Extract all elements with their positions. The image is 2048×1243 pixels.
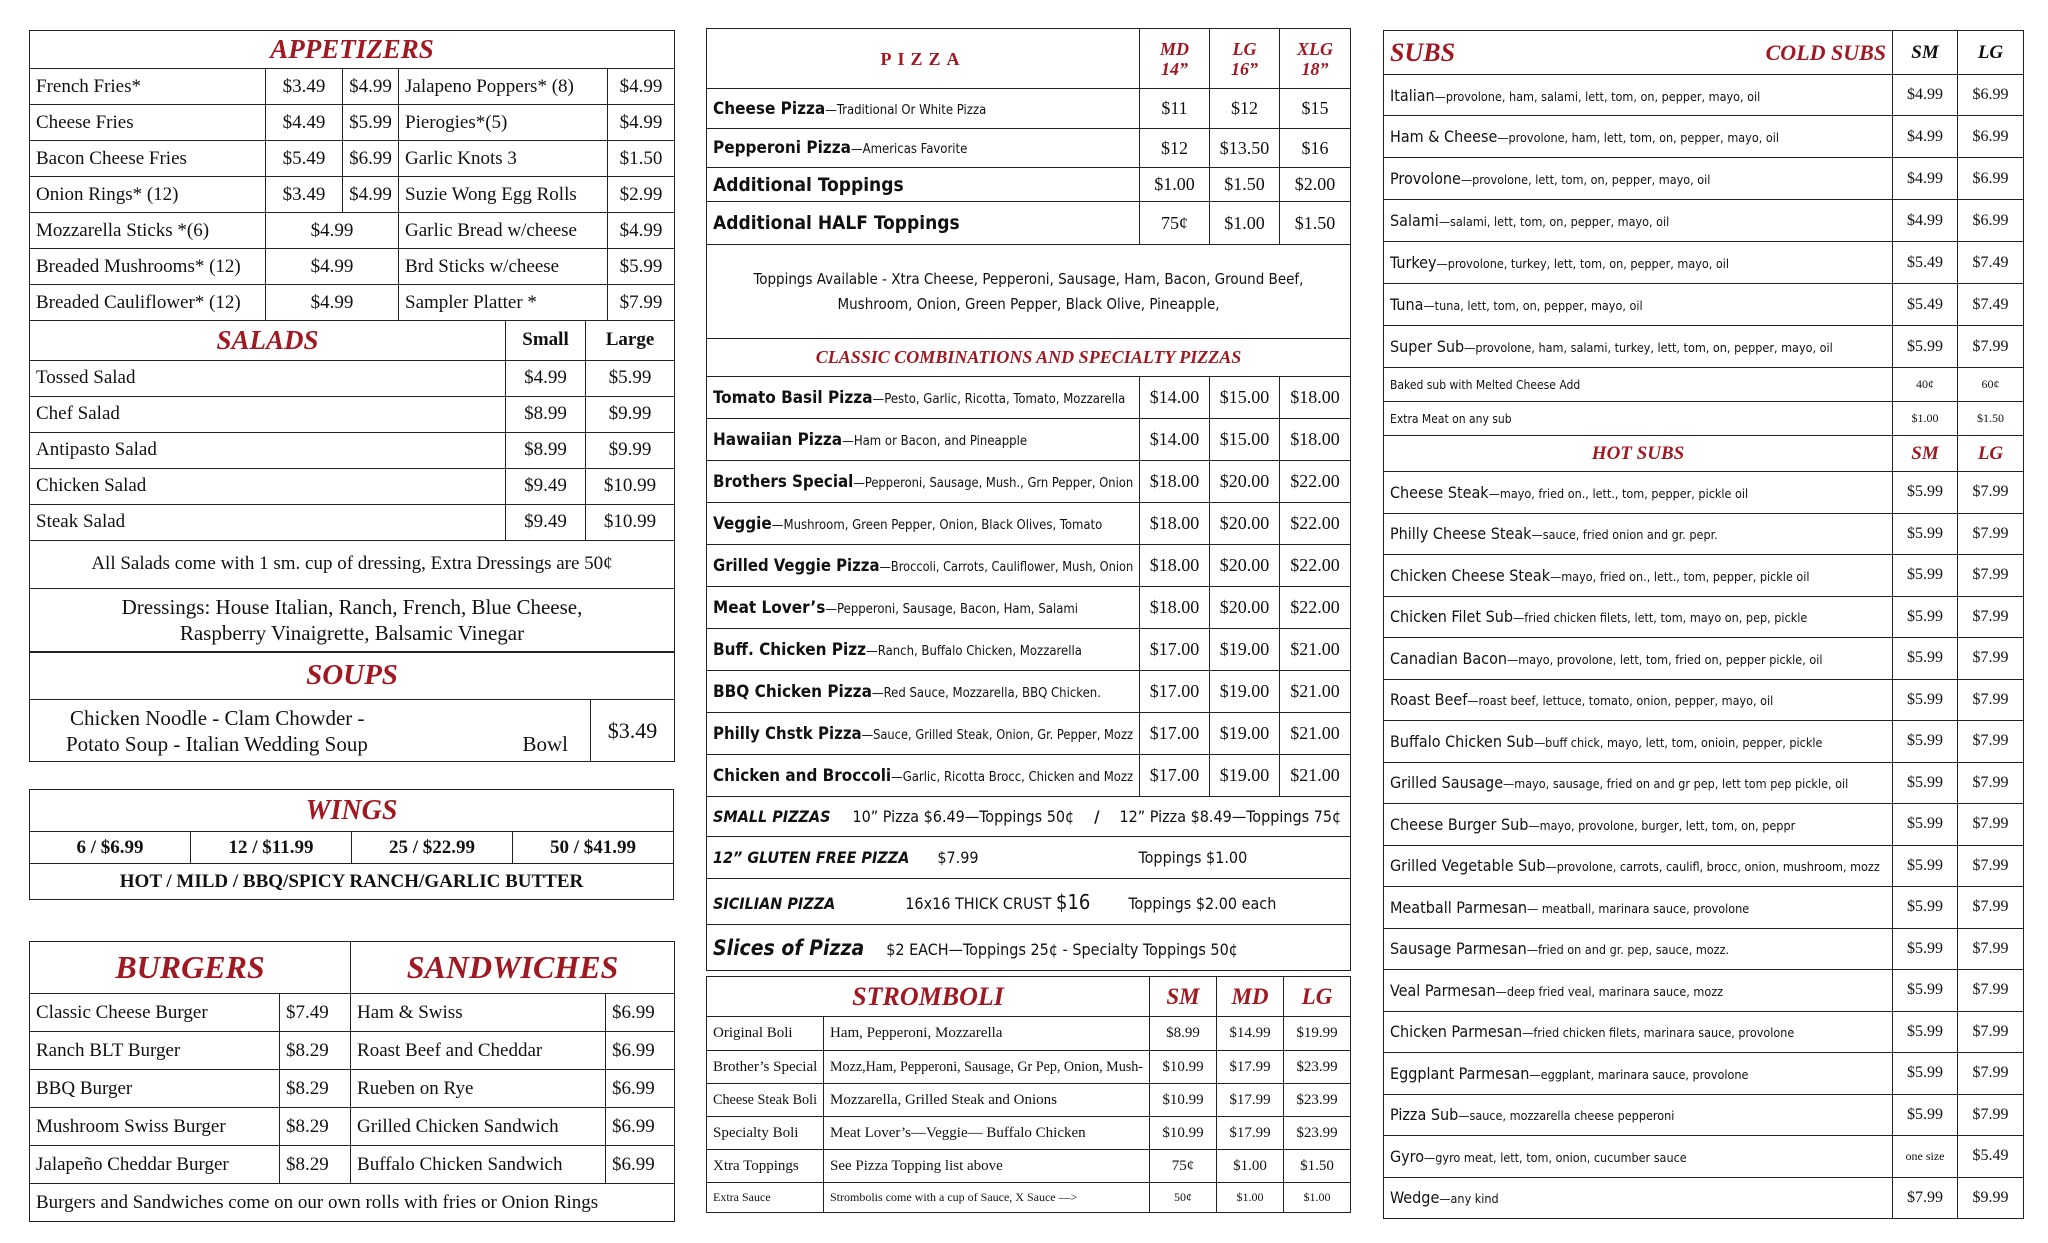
burgers-sandwiches-section (29, 941, 674, 1222)
subs-title: SUBS (1390, 37, 1456, 67)
table-row: Canadian Bacon—mayo, provolone, lett, tom, fried on, pepper pickle, oil $5.99 $7.99 (1384, 638, 2024, 680)
table-row: Brothers Special—Pepperoni, Sausage, Mush., Grn Pepper, Onion $18.00 $20.00 $22.00 (707, 461, 1351, 503)
table-row: Gyro—gyro meat, lett, tom, onion, cucumber sauce one size $5.49 (1384, 1136, 2024, 1178)
hot-subs-title: HOT SUBS (1384, 436, 1893, 472)
subs-section: SUBS COLD SUBS SM LG Italian—provolone, ham, salami, lett, tom, on, pepper, mayo, oil $4.99 $6.99 Ham & Cheese—provolone, ham, lett, tom, on, pepper, mayo, oil $4.99 $6.99 Provolone—provolone, lett, tom, on, pepper, mayo, oil $4.99 $6.99 Salami—salami, lett, tom, on, pepper, mayo, oil $4.99 $6.99 Turkey—provolone, turkey, lett, tom, on, pepper, mayo, oil $5.49 $7.49 Tuna—tuna, lett, tom, on, pepper, mayo, oil $5.49 $7.49 Super Sub—provolone, ham, salami, turkey, lett, tom, on, pepper, mayo, oil $5.99 $7.99 Baked sub with Melted Cheese Add 40¢ 60¢ Extra Meat on any sub $1.00 $1.50 HOT SUBS SM LG Cheese Steak—mayo, fried on., lett., tom, pepper, pickle oil $5.99 $7.99 Philly Cheese Steak—sauce, fried onion and gr. pepr. $5.99 $7.99 Chicken Cheese Steak—mayo, fried on., lett., tom, pepper, pickle oil $5.99 $7.99 Chicken Filet Sub—fried chicken filets, lett, tom, mayo on, pep, pickle $5.99 $7.99 Canadian Bacon—mayo, provolone, lett, tom, fried on, pepper pickle, oil $5.99 $7.99 Roast Beef—roast beef, lettuce, tomato, onion, pepper, mayo, oil $5.99 $7.99 Buffalo Chicken Sub—buff chick, mayo, lett, tom, onioin, pepper, pickle $5.99 $7.99 Grilled Sausage—mayo, sausage, fried on and gr pep, lett tom pep pickle, oil $5.99 $7.99 Cheese Burger Sub—mayo, provolone, burger, lett, tom, on, peppr $5.99 $7.99 Grilled Vegetable Sub—provolone, carrots, caulifl, brocc, onion, mushroom, mozz $5.99 $7.99 Meatball Parmesan— meatball, marinara sauce, provolone $5.99 $7.99 Sausage Parmesan—fried on and gr. pep, sauce, mozz. $5.99 $7.99 Veal Parmesan—deep fried veal, marinara sauce, mozz $5.99 $7.99 Chicken Parmesan—fried chicken filets, marinara sauce, provolone $5.99 $7.99 Eggplant Parmesan—eggplant, marinara sauce, provolone $5.99 $7.99 Pizza Sub—sauce, mozzarella cheese pepperoni $5.99 $7.99 Gyro—gyro meat, lett, tom, onion, cucumber sauce one size $5.49 Wedge—any kind $7.99 $9.99 (1383, 30, 2023, 1219)
salads-title: SALADS (30, 320, 506, 360)
table-row: Buffalo Chicken Sub—buff chick, mayo, lett, tom, onioin, pepper, pickle $5.99 $7.99 (1384, 721, 2024, 763)
table-row: French Fries* $3.49 $4.99 Jalapeno Poppers* (8) $4.99 (30, 69, 675, 105)
table-row: Specialty Boli Meat Lover’s—Veggie— Buffalo Chicken $10.99 $17.99 $23.99 (707, 1117, 1351, 1150)
small-pizzas-row: SMALL PIZZAS 10” Pizza $6.49—Toppings 50¢ / 12” Pizza $8.49—Toppings 75¢ (707, 797, 1351, 837)
table-row: Extra Meat on any sub $1.00 $1.50 (1384, 402, 2024, 436)
table-row: Eggplant Parmesan—eggplant, marinara sauce, provolone $5.99 $7.99 (1384, 1053, 2024, 1095)
table-row: Tossed Salad $4.99 $5.99 (30, 360, 675, 396)
table-row: Philly Cheese Steak—sauce, fried onion and gr. pepr. $5.99 $7.99 (1384, 513, 2024, 555)
cold-subs-title: COLD SUBS (1765, 39, 1886, 65)
table-row: Pizza Sub—sauce, mozzarella cheese pepperoni $5.99 $7.99 (1384, 1094, 2024, 1136)
table-row: Cheese Burger Sub—mayo, provolone, burger, lett, tom, on, peppr $5.99 $7.99 (1384, 804, 2024, 846)
table-row: Wedge—any kind $7.99 $9.99 (1384, 1177, 2024, 1219)
table-row: Philly Chstk Pizza—Sauce, Grilled Steak, Onion, Gr. Pepper, Mozz $17.00 $19.00 $21.00 (707, 713, 1351, 755)
table-row: Chicken Salad $9.49 $10.99 (30, 468, 675, 504)
dressings-list: Dressings: House Italian, Ranch, French, Blue Cheese, Raspberry Vinaigrette, Balsamic Vinegar (30, 588, 675, 652)
wings-section: WINGS 6 / $6.99 12 / $11.99 25 / $22.99 50 / $41.99 HOT / MILD / BBQ/SPICY RANCH/GARLIC BUTTER (29, 789, 674, 900)
table-row: Chicken Cheese Steak—mayo, fried on., lett., tom, pepper, pickle oil $5.99 $7.99 (1384, 555, 2024, 597)
table-row: Extra Sauce Strombolis come with a cup of Sauce, X Sauce —> 50¢ $1.00 $1.00 (707, 1183, 1351, 1213)
table-row: Antipasto Salad $8.99 $9.99 (30, 432, 675, 468)
table-row: Jalapeño Cheddar Burger $8.29 Buffalo Chicken Sandwich $6.99 (30, 1146, 675, 1184)
table-row: Cheese Steak Boli Mozzarella, Grilled Steak and Onions $10.99 $17.99 $23.99 (707, 1084, 1351, 1117)
table-row: Roast Beef—roast beef, lettuce, tomato, onion, pepper, mayo, oil $5.99 $7.99 (1384, 679, 2024, 721)
sicilian-row: SICILIAN PIZZA 16x16 THICK CRUST $16 Toppings $2.00 each (707, 879, 1351, 925)
salads-note: All Salads come with 1 sm. cup of dressing, Extra Dressings are 50¢ (30, 540, 675, 588)
table-row: Breaded Mushrooms* (12) $4.99 Brd Sticks w/cheese $5.99 (30, 249, 675, 285)
table-row: Grilled Sausage—mayo, sausage, fried on and gr pep, lett tom pep pickle, oil $5.99 $7.99 (1384, 762, 2024, 804)
table-row: Veggie—Mushroom, Green Pepper, Onion, Black Olives, Tomato $18.00 $20.00 $22.00 (707, 503, 1351, 545)
table-row: Steak Salad $9.49 $10.99 (30, 504, 675, 540)
table-row: BBQ Burger $8.29 Rueben on Rye $6.99 (30, 1070, 675, 1108)
table-row: Mozzarella Sticks *(6) $4.99 Garlic Bread w/cheese $4.99 (30, 213, 675, 249)
soups-section: SOUPS Chicken Noodle - Clam Chowder - Potato Soup - Italian Wedding Soup Bowl $3.49 (29, 651, 675, 762)
table-row: Italian—provolone, ham, salami, lett, tom, on, pepper, mayo, oil $4.99 $6.99 (1384, 75, 2024, 116)
table-row: Ham & Cheese—provolone, ham, lett, tom, on, pepper, mayo, oil $4.99 $6.99 (1384, 116, 2024, 158)
specialty-title: CLASSIC COMBINATIONS AND SPECIALTY PIZZAS (707, 339, 1351, 377)
slices-row: Slices of Pizza $2 EACH—Toppings 25¢ - Specialty Toppings 50¢ (707, 925, 1351, 971)
table-row: BBQ Chicken Pizza—Red Sauce, Mozzarella, BBQ Chicken. $17.00 $19.00 $21.00 (707, 671, 1351, 713)
table-row: Cheese Steak—mayo, fried on., lett., tom, pepper, pickle oil $5.99 $7.99 (1384, 472, 2024, 514)
appetizers-title: APPETIZERS (30, 31, 675, 69)
table-row: Chicken and Broccoli—Garlic, Ricotta Brocc, Chicken and Mozz $17.00 $19.00 $21.00 (707, 755, 1351, 797)
table-row: Meatball Parmesan— meatball, marinara sauce, provolone $5.99 $7.99 (1384, 887, 2024, 929)
table-row: Meat Lover’s—Pepperoni, Sausage, Bacon, Ham, Salami $18.00 $20.00 $22.00 (707, 587, 1351, 629)
stromboli-title: STROMBOLI (707, 977, 1150, 1017)
toppings-available: Toppings Available - Xtra Cheese, Pepperoni, Sausage, Ham, Bacon, Ground Beef, Mushroom, Onion, Green Pepper, Black Olive, Pineapple, (707, 245, 1351, 339)
salads-section: SALADS Small Large Tossed Salad $4.99 $5.99 Chef Salad $8.99 $9.99 Antipasto Salad $8.99 $9.99 Chicken Salad $9.49 $10.99 Steak Salad $9.49 $10.99 All Salads come with 1 sm. cup of dressing, Extra Dressings are 50¢ Dressings: House Italian, Ranch, French, Blue Cheese, Raspberry Vinaigrette, Balsamic Vinegar (29, 320, 675, 653)
table-row: Grilled Veggie Pizza—Broccoli, Carrots, Cauliflower, Mush, Onion $18.00 $20.00 $22.00 (707, 545, 1351, 587)
stromboli-section: STROMBOLI SM MD LG Original Boli Ham, Pepperoni, Mozzarella $8.99 $14.99 $19.99 Brother’s Special Mozz,Ham, Pepperoni, Sausage, Gr Pep, Onion, Mush- $10.99 $17.99 $23.99 Cheese Steak Boli Mozzarella, Grilled Steak and Onions $10.99 $17.99 $23.99 Specialty Boli Meat Lover’s—Veggie— Buffalo Chicken $10.99 $17.99 $23.99 Xtra Toppings See Pizza Topping list above 75¢ $1.00 $1.50 Extra Sauce Strombolis come with a cup of Sauce, X Sauce —> 50¢ $1.00 $1.00 (706, 976, 1350, 1213)
table-row: Tuna—tuna, lett, tom, on, pepper, mayo, oil $5.49 $7.49 (1384, 284, 2024, 326)
wing-flavors: HOT / MILD / BBQ/SPICY RANCH/GARLIC BUTTER (30, 864, 674, 900)
appetizers-section (29, 30, 674, 762)
table-row: Salami—salami, lett, tom, on, pepper, mayo, oil $4.99 $6.99 (1384, 200, 2024, 242)
burgers-title: BURGERS (30, 942, 351, 994)
table-row: Mushroom Swiss Burger $8.29 Grilled Chicken Sandwich $6.99 (30, 1108, 675, 1146)
table-row: Pepperoni Pizza—Americas Favorite $12 $13.50 $16 (707, 129, 1351, 168)
table-row: Additional HALF Toppings 75¢ $1.00 $1.50 (707, 202, 1351, 245)
wings-title: WINGS (30, 790, 674, 832)
table-row: Sausage Parmesan—fried on and gr. pep, sauce, mozz. $5.99 $7.99 (1384, 928, 2024, 970)
table-row: Veal Parmesan—deep fried veal, marinara sauce, mozz $5.99 $7.99 (1384, 970, 2024, 1012)
table-row: Classic Cheese Burger $7.49 Ham & Swiss $6.99 (30, 994, 675, 1032)
sandwiches-title: SANDWICHES (351, 942, 675, 994)
table-row: Breaded Cauliflower* (12) $4.99 Sampler Platter * $7.99 (30, 285, 675, 321)
table-row: Grilled Vegetable Sub—provolone, carrots, caulifl, brocc, onion, mushroom, mozz $5.99 $7.99 (1384, 845, 2024, 887)
table-row: Chicken Filet Sub—fried chicken filets, lett, tom, mayo on, pep, pickle $5.99 $7.99 (1384, 596, 2024, 638)
pizza-section: PIZZA MD 14” LG 16” XLG 18” Cheese Pizza—Traditional Or White Pizza $11 $12 $15 Pepperoni Pizza—Americas Favorite $12 $13.50 $16 Additional Toppings $1.00 $1.50 $2.00 Additional HALF Toppings 75¢ $1.00 $1.50 Toppings Available - Xtra Cheese, Pepperoni, Sausage, Ham, Bacon, Ground Beef, Mushroom, Onion, Green Pepper, Black Olive, Pineapple, CLASSIC COMBINATIONS AND SPECIALTY PIZZAS Tomato Basil Pizza—Pesto, Garlic, Ricotta, Tomato, Mozzarella $14.00 $15.00 $18.00 Hawaiian Pizza—Ham or Bacon, and Pineapple $14.00 $15.00 $18.00 Brothers Special—Pepperoni, Sausage, Mush., Grn Pepper, Onion $18.00 $20.00 $22.00 Veggie—Mushroom, Green Pepper, Onion, Black Olives, Tomato $18.00 $20.00 $22.00 Grilled Veggie Pizza—Broccoli, Carrots, Cauliflower, Mush, Onion $18.00 $20.00 $22.00 Meat Lover’s—Pepperoni, Sausage, Bacon, Ham, Salami $18.00 $20.00 $22.00 Buff. Chicken Pizz—Ranch, Buffalo Chicken, Mozzarella $17.00 $19.00 $21.00 BBQ Chicken Pizza—Red Sauce, Mozzarella, BBQ Chicken. $17.00 $19.00 $21.00 Philly Chstk Pizza—Sauce, Grilled Steak, Onion, Gr. Pepper, Mozz $17.00 $19.00 $21.00 Chicken and Broccoli—Garlic, Ricotta Brocc, Chicken and Mozz $17.00 $19.00 $21.00 SMALL PIZZAS 10” Pizza $6.49—Toppings 50¢ / 12” Pizza $8.49—Toppings 75¢ 12” GLUTEN FREE PIZZA $7.99 Toppings $1.00 SICILIAN PIZZA 16x16 THICK CRUST $16 Toppings $2.00 each Slices of Pizza $2 EACH—Toppings 25¢ - Specialty Toppings 50¢ (706, 28, 1350, 971)
table-row: Hawaiian Pizza—Ham or Bacon, and Pineapple $14.00 $15.00 $18.00 (707, 419, 1351, 461)
table-row: Chicken Parmesan—fried chicken filets, marinara sauce, provolone $5.99 $7.99 (1384, 1011, 2024, 1053)
table-row: Turkey—provolone, turkey, lett, tom, on, pepper, mayo, oil $5.49 $7.49 (1384, 242, 2024, 284)
table-row: Baked sub with Melted Cheese Add 40¢ 60¢ (1384, 368, 2024, 402)
table-row: Provolone—provolone, lett, tom, on, pepper, mayo, oil $4.99 $6.99 (1384, 158, 2024, 200)
table-row: Buff. Chicken Pizz—Ranch, Buffalo Chicken, Mozzarella $17.00 $19.00 $21.00 (707, 629, 1351, 671)
pizza-title: PIZZA (707, 29, 1140, 89)
table-row: Bacon Cheese Fries $5.49 $6.99 Garlic Knots 3 $1.50 (30, 141, 675, 177)
table-row: Cheese Pizza—Traditional Or White Pizza $11 $12 $15 (707, 89, 1351, 129)
table-row: Xtra Toppings See Pizza Topping list above 75¢ $1.00 $1.50 (707, 1150, 1351, 1183)
soups-title: SOUPS (30, 652, 675, 700)
table-row: Chef Salad $8.99 $9.99 (30, 396, 675, 432)
burgers-note: Burgers and Sandwiches come on our own rolls with fries or Onion Rings (30, 1184, 675, 1222)
table-row: Brother’s Special Mozz,Ham, Pepperoni, Sausage, Gr Pep, Onion, Mush- $10.99 $17.99 $23.99 (707, 1051, 1351, 1084)
table-row: Tomato Basil Pizza—Pesto, Garlic, Ricotta, Tomato, Mozzarella $14.00 $15.00 $18.00 (707, 377, 1351, 419)
table-row: Additional Toppings $1.00 $1.50 $2.00 (707, 168, 1351, 202)
gluten-free-row: 12” GLUTEN FREE PIZZA $7.99 Toppings $1.00 (707, 837, 1351, 879)
table-row: Original Boli Ham, Pepperoni, Mozzarella $8.99 $14.99 $19.99 (707, 1017, 1351, 1051)
table-row: Ranch BLT Burger $8.29 Roast Beef and Cheddar $6.99 (30, 1032, 675, 1070)
table-row: Onion Rings* (12) $3.49 $4.99 Suzie Wong Egg Rolls $2.99 (30, 177, 675, 213)
table-row: Super Sub—provolone, ham, salami, turkey, lett, tom, on, pepper, mayo, oil $5.99 $7.99 (1384, 326, 2024, 368)
table-row: Cheese Fries $4.49 $5.99 Pierogies*(5) $4.99 (30, 105, 675, 141)
soup-price: $3.49 (591, 700, 675, 762)
